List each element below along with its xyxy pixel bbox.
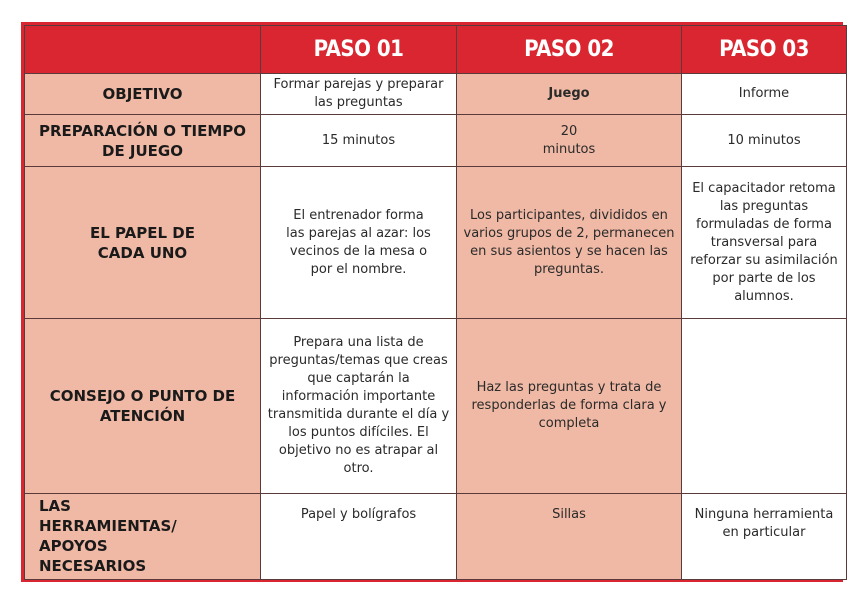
activity-table — [24, 25, 847, 580]
row-label-preparacion: PREPARACIÓN O TIEMPO DE JUEGO — [25, 115, 261, 167]
cell-papel-paso-03: El capacitador retoma las preguntas formuladas de forma transversal para reforzar su asimilación por parte de los alumnos. — [682, 167, 847, 319]
cell-preparacion-paso-01: 15 minutos — [261, 115, 457, 167]
cell-herramientas-paso-03: Ninguna herramienta en particular — [682, 494, 847, 580]
cell-consejo-paso-01: Prepara una lista de preguntas/temas que creas que captarán la información importante transmitida durante el día y los puntos difíciles. El objetivo no es atrapar al otro. — [261, 319, 457, 494]
cell-preparacion-paso-03: 10 minutos — [682, 115, 847, 167]
cell-consejo-paso-03 — [682, 319, 847, 494]
row-papel — [25, 167, 847, 319]
row-label-objetivo: OBJETIVO — [25, 74, 261, 115]
cell-papel-paso-01: El entrenador forma las parejas al azar: los vecinos de la mesa o por el nombre. — [261, 167, 457, 319]
header-paso-01: PASO 01 — [261, 26, 457, 74]
cell-objetivo-paso-02: Juego — [457, 74, 682, 115]
cell-objetivo-paso-03: Informe — [682, 74, 847, 115]
header-blank — [25, 26, 261, 74]
cell-objetivo-paso-01: Formar parejas y preparar las preguntas — [261, 74, 457, 115]
row-herramientas — [25, 494, 847, 580]
header-paso-03: PASO 03 — [682, 26, 847, 74]
header-row — [25, 26, 847, 74]
row-preparacion — [25, 115, 847, 167]
cell-consejo-paso-02: Haz las preguntas y trata de responderlas de forma clara y completa — [457, 319, 682, 494]
cell-herramientas-paso-02: Sillas — [457, 494, 682, 580]
row-objetivo — [25, 74, 847, 115]
row-label-consejo: CONSEJO O PUNTO DE ATENCIÓN — [25, 319, 261, 494]
cell-papel-paso-02: Los participantes, divididos en varios grupos de 2, permanecen en sus asientos y se hacen las preguntas. — [457, 167, 682, 319]
row-consejo — [25, 319, 847, 494]
activity-table-frame — [21, 22, 843, 582]
row-label-papel: EL PAPEL DE CADA UNO — [25, 167, 261, 319]
row-label-herramientas: LAS HERRAMIENTAS/ APOYOS NECESARIOS — [25, 494, 261, 580]
cell-preparacion-paso-02: 20 minutos — [457, 115, 682, 167]
header-paso-02: PASO 02 — [457, 26, 682, 74]
cell-herramientas-paso-01: Papel y bolígrafos — [261, 494, 457, 580]
